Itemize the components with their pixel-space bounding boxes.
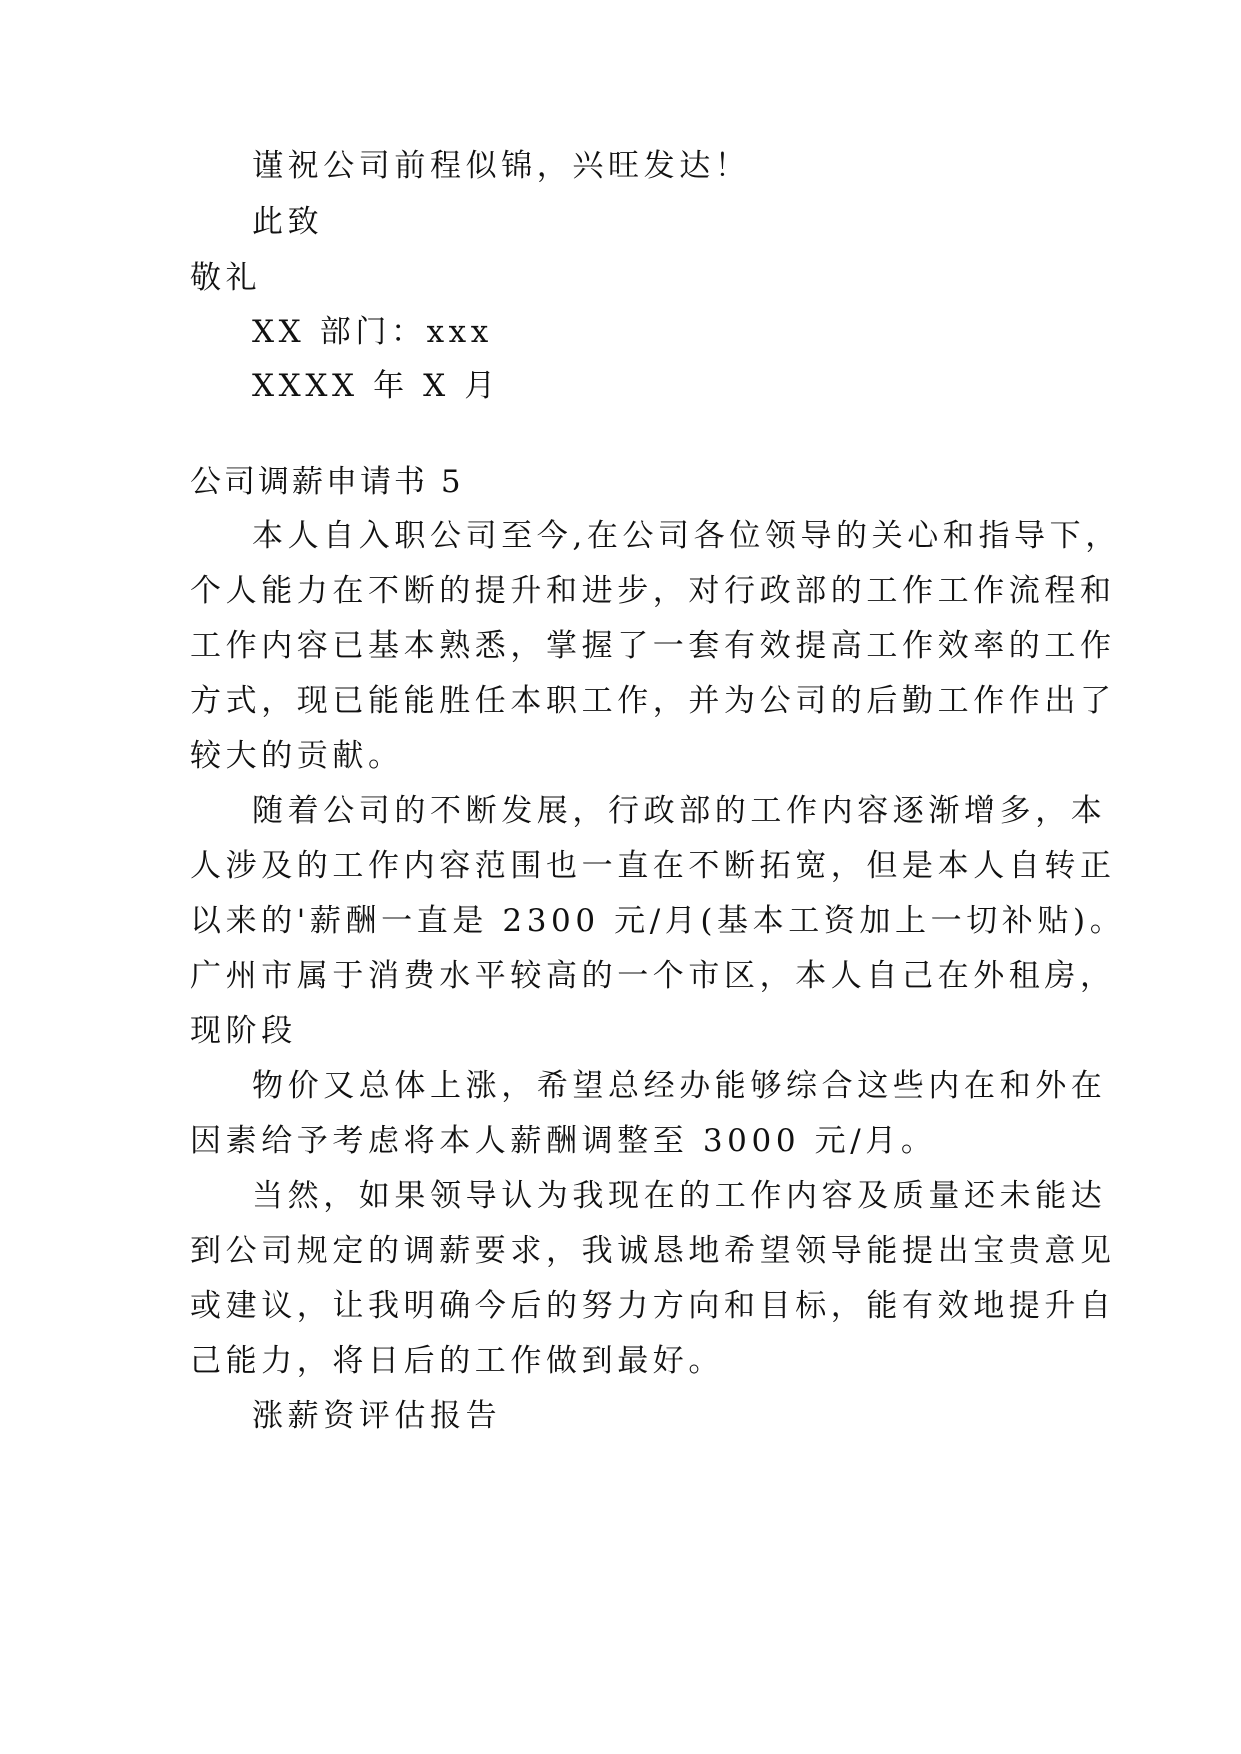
closing-wish: 谨祝公司前程似锦，兴旺发达！: [252, 148, 751, 184]
signature-date: XXXX 年 X 月: [252, 368, 500, 404]
paragraph-1-line-5: 较大的贡献。: [190, 738, 404, 774]
paragraph-2-line-1: 随着公司的不断发展，行政部的工作内容逐渐增多，本: [252, 793, 1107, 829]
section-title: 公司调薪申请书 5: [190, 464, 464, 500]
paragraph-2-line-2: 人涉及的工作内容范围也一直在不断拓宽，但是本人自转正: [190, 848, 1116, 884]
paragraph-4-line-2: 到公司规定的调薪要求，我诚恳地希望领导能提出宝贵意见: [190, 1233, 1116, 1269]
paragraph-2-line-3: 以来的'薪酬一直是 2300 元/月(基本工资加上一切补贴)。: [190, 903, 1126, 939]
signature-department: XX 部门：xxx: [252, 314, 493, 350]
paragraph-4-line-1: 当然，如果领导认为我现在的工作内容及质量还未能达: [252, 1178, 1107, 1214]
closing-salutation-ci-zhi: 此致: [252, 204, 324, 240]
closing-salutation-jing-li: 敬礼: [190, 260, 262, 296]
paragraph-1-line-1: 本人自入职公司至今,在公司各位领导的关心和指导下，: [252, 518, 1121, 554]
paragraph-3-line-1: 物价又总体上涨，希望总经办能够综合这些内在和外在: [252, 1068, 1107, 1104]
paragraph-2-line-5: 现阶段: [190, 1013, 297, 1049]
paragraph-1-line-2: 个人能力在不断的提升和进步，对行政部的工作工作流程和: [190, 573, 1116, 609]
paragraph-1-line-4: 方式，现已能能胜任本职工作，并为公司的后勤工作作出了: [190, 683, 1116, 719]
paragraph-5-line-1: 涨薪资评估报告: [252, 1398, 502, 1434]
paragraph-1-line-3: 工作内容已基本熟悉，掌握了一套有效提高工作效率的工作: [190, 628, 1116, 664]
paragraph-4-line-3: 或建议，让我明确今后的努力方向和目标，能有效地提升自: [190, 1288, 1116, 1324]
paragraph-4-line-4: 己能力，将日后的工作做到最好。: [190, 1343, 724, 1379]
paragraph-3-line-2: 因素给予考虑将本人薪酬调整至 3000 元/月。: [190, 1123, 937, 1159]
paragraph-2-line-4: 广州市属于消费水平较高的一个市区，本人自己在外租房，: [190, 958, 1116, 994]
